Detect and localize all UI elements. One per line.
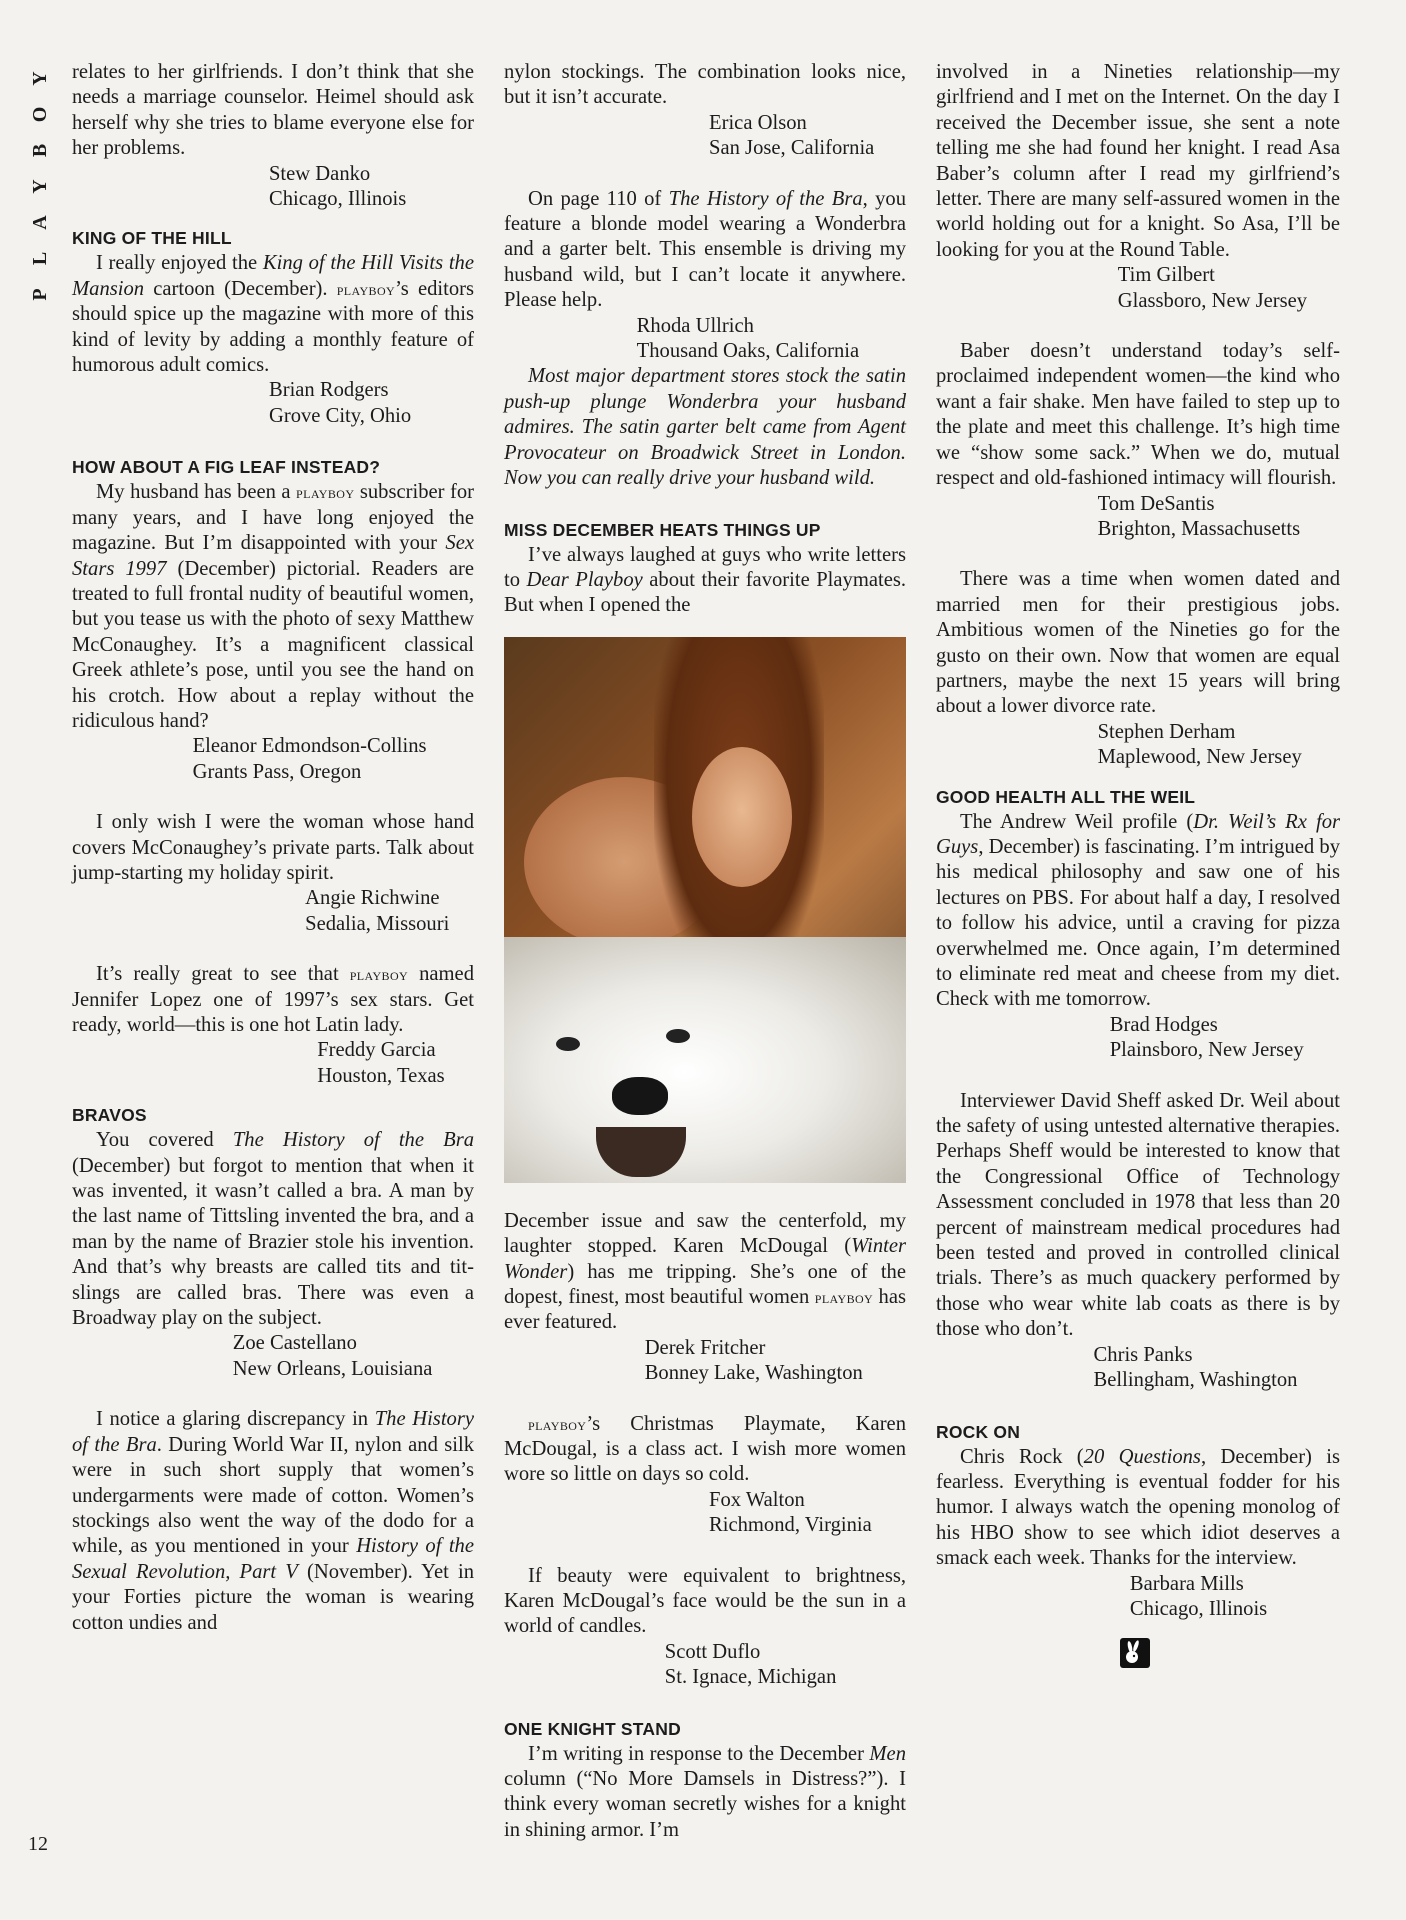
masthead-letter: O — [29, 105, 51, 123]
letter-body: The Andrew Weil profile (Dr. Weil’s Rx for Guys, December) is fascinating. I’m intrigued by his medical philosophy and saw one of his lectures on PBS. For about half a day, I resolved to follow his advice, until a craving for pizza overwhelmed me. Once again, I’m determined to eliminate red meat and cheese from my diet. Check with me tomorrow. — [936, 810, 1341, 1011]
section-heading: ROCK ON — [936, 1421, 1021, 1442]
letter-body: I’ve always laughed at guys who write letters to Dear Playboy about their favorite Playmates. But when I opened the — [504, 543, 906, 617]
signature-name: Tim Gilbert — [1117, 264, 1215, 287]
signature-place: Brighton, Massachusetts — [1097, 517, 1301, 540]
letter-body: It’s really great to see that playboy named Jennifer Lopez one of 1997’s sex stars. Get ready, world—this is one hot Latin lady. — [72, 963, 474, 1036]
signature-name: Angie Richwine — [305, 887, 440, 910]
signature-name: Scott Duflo — [664, 1640, 761, 1663]
letter-body: If beauty were equivalent to brightness, Karen McDougal’s face would be the sun in a world of candles. — [504, 1564, 906, 1638]
signature — [504, 1336, 906, 1387]
signature — [936, 1572, 1340, 1623]
letter-body: I only wish I were the woman whose hand covers McConaughey’s private parts. Talk about jump-starting my holiday spirit. — [72, 811, 474, 884]
signature-place: Thousand Oaks, California — [636, 340, 860, 363]
signature — [72, 734, 474, 785]
signature-name: Zoe Castellano — [232, 1332, 357, 1355]
letter-continuation: relates to her girlfriends. I don’t think that she needs a marriage counselor. Heimel should ask herself why she tries to blame everyone else for her problems. — [72, 61, 474, 160]
signature-place: Bellingham, Washington — [1093, 1369, 1298, 1392]
playmate-photo — [504, 637, 906, 1183]
letter-continuation: nylon stockings. The combination looks nice, but it isn’t accurate. — [504, 61, 906, 109]
signature-place: Bonney Lake, Washington — [644, 1362, 863, 1385]
section-heading: MISS DECEMBER HEATS THINGS UP — [504, 519, 821, 540]
letter-body: There was a time when women dated and married men for their prestigious jobs. Ambitious women of the Nineties go for the gusto on their own. Now that women are equal partners, maybe the next 15 years will bring about a lower divorce rate. — [936, 568, 1340, 718]
signature-place: Sedalia, Missouri — [305, 912, 450, 935]
signature — [936, 492, 1340, 543]
signature — [504, 111, 906, 162]
signature-name: Barbara Mills — [1129, 1572, 1244, 1595]
signature — [72, 378, 474, 429]
letter-body: Baber doesn’t understand today’s self-proclaimed independent women—the kind who want a fair shake. Men have failed to step up to the plate and meet this challenge. It’s high time we “show some sack.” When we do, mutual respect and old-fashioned intimacy will flourish. — [936, 340, 1340, 490]
signature-place: St. Ignace, Michigan — [664, 1666, 837, 1689]
signature — [504, 1640, 906, 1691]
letter-body: I notice a glaring discrepancy in The History of the Bra. During World War II, nylon and silk were in such short supply that women’s undergarments were made of cotton. Women’s stockings also went the way of the dodo for a while, as you mentioned in your History of the Sexual Revolution, Part V (November). Yet in your Forties picture the woman is wearing cotton undies and — [72, 1408, 474, 1634]
masthead-letter: P — [29, 287, 51, 301]
signature-name: Freddy Garcia — [317, 1039, 436, 1062]
signature-name: Erica Olson — [709, 111, 807, 134]
signature-place: New Orleans, Louisiana — [232, 1357, 433, 1380]
letter-body: You covered The History of the Bra (December) but forgot to mention that when it was invented, it wasn’t called a bra. A man by the last name of Tittsling invented the bra, and a man by the name of Brazier stole his invention. And that’s why breasts are called tits and tit-slings are called bras. There was even a Broadway play on the subject. — [72, 1129, 475, 1330]
signature — [504, 314, 906, 365]
column-2 — [504, 60, 906, 1843]
signature — [72, 162, 474, 213]
section-heading: GOOD HEALTH ALL THE WEIL — [936, 786, 1196, 807]
signature-name: Eleanor Edmondson-Collins — [192, 735, 427, 758]
signature — [72, 1038, 474, 1089]
signature — [936, 720, 1340, 771]
letter-body: I really enjoyed the King of the Hill Visits the Mansion cartoon (December). playboy’s editors should spice up the magazine with more of this kind of levity by adding a monthly feature of humorous adult comics. — [72, 252, 474, 377]
masthead-letter: L — [29, 250, 51, 266]
signature-place: Richmond, Virginia — [709, 1514, 872, 1537]
masthead-letter: Y — [29, 178, 51, 194]
signature-place: Plainsboro, New Jersey — [1109, 1039, 1304, 1062]
signature-place: Grants Pass, Oregon — [192, 760, 362, 783]
column-1 — [72, 60, 474, 1636]
signature-name: Stephen Derham — [1097, 720, 1236, 743]
signature — [504, 1488, 906, 1539]
signature-name: Rhoda Ullrich — [636, 314, 754, 337]
signature-name: Chris Panks — [1093, 1343, 1193, 1366]
rabbit-head-icon — [1120, 1638, 1150, 1668]
masthead-vertical — [22, 60, 58, 312]
signature — [936, 1013, 1340, 1064]
masthead-letter: B — [29, 142, 51, 158]
letter-body: My husband has been a playboy subscriber for many years, and I have long enjoyed the magazine. But I’m disappointed with your Sex Stars 1997 (December) pictorial. Readers are treated to full frontal nudity of beautiful women, but you tease us with the photo of sexy Matthew McConaughey. It’s a magnificent classical Greek athlete’s pose, until you see the hand on his crotch. How about a replay without the ridiculous hand? — [72, 481, 474, 732]
signature-name: Derek Fritcher — [644, 1336, 766, 1359]
letter-body: playboy’s Christmas Playmate, Karen McDougal, is a class act. I wish more women wore so little on days so cold. — [504, 1412, 906, 1486]
section-heading: ONE KNIGHT STAND — [504, 1718, 681, 1739]
signature-place: Grove City, Ohio — [268, 404, 412, 427]
signature-name: Brian Rodgers — [268, 379, 389, 402]
masthead-letter: Y — [29, 70, 51, 86]
signature-place: Chicago, Illinois — [268, 188, 407, 211]
letter-body: On page 110 of The History of the Bra, you feature a blonde model wearing a Wonderbra and a garter belt. This ensemble is driving my husband wild, but I can’t locate it anywhere. Please help. — [504, 187, 906, 312]
signature-name: Stew Danko — [268, 162, 371, 185]
signature-place: Houston, Texas — [317, 1064, 445, 1087]
signature-place: Glassboro, New Jersey — [1117, 289, 1308, 312]
letter-continuation: involved in a Nineties relationship—my girlfriend and I met on the Internet. On the day I received the December issue, she sent a note telling me she had found her knight. I read Asa Baber’s column after I read my girlfriend’s letter. There are many self-assured women in the world holding out for a knight. So Asa, I’ll be looking for you at the Round Table. — [936, 61, 1340, 261]
signature — [936, 1343, 1340, 1394]
signature-place: Maplewood, New Jersey — [1097, 746, 1302, 769]
signature — [936, 263, 1340, 314]
signature — [72, 1331, 474, 1382]
signature-place: Chicago, Illinois — [1129, 1597, 1268, 1620]
letter-body: Interviewer David Sheff asked Dr. Weil about the safety of using untested alternative therapies. Perhaps Sheff would be interested to know that the Congressional Office of Technology Assessment concluded in 1978 that less than 20 percent of mainstream medical procedures had been tested and proved in controlled clinical trials. There’s as much quackery performed by those who wear white lab coats as there is by those who don’t. — [936, 1089, 1340, 1341]
signature-place: San Jose, California — [709, 137, 875, 160]
signature-name: Brad Hodges — [1109, 1013, 1218, 1036]
letter-body: Chris Rock (20 Questions, December) is fearless. Everything is eventual fodder for his humor. I always watch the opening monolog of his HBO show to see which idiot deserves a smack each week. Thanks for the interview. — [936, 1445, 1340, 1570]
signature — [72, 886, 474, 937]
editor-reply: Most major department stores stock the satin push-up plunge Wonderbra your husband admires. The satin garter belt came from Agent Provocateur on Broadwick Street in London. Now you can really drive your husband wild. — [504, 365, 906, 490]
page-number: 12 — [28, 1833, 48, 1855]
letter-continuation: December issue and saw the centerfold, my laughter stopped. Karen McDougal (Winter Wonder) has me tripping. She’s one of the dopest, finest, most beautiful women playboy has ever featured. — [504, 1209, 906, 1334]
column-3 — [936, 60, 1340, 1668]
signature-name: Fox Walton — [709, 1488, 805, 1511]
letter-body: I’m writing in response to the December Men column (“No More Damsels in Distress?”). I think every woman secretly wishes for a knight in shining armor. I’m — [504, 1742, 906, 1841]
section-heading: BRAVOS — [72, 1105, 147, 1126]
masthead-letter: A — [29, 214, 51, 230]
section-heading: KING OF THE HILL — [72, 228, 232, 249]
signature-name: Tom DeSantis — [1097, 492, 1215, 515]
section-heading: HOW ABOUT A FIG LEAF INSTEAD? — [72, 457, 381, 478]
